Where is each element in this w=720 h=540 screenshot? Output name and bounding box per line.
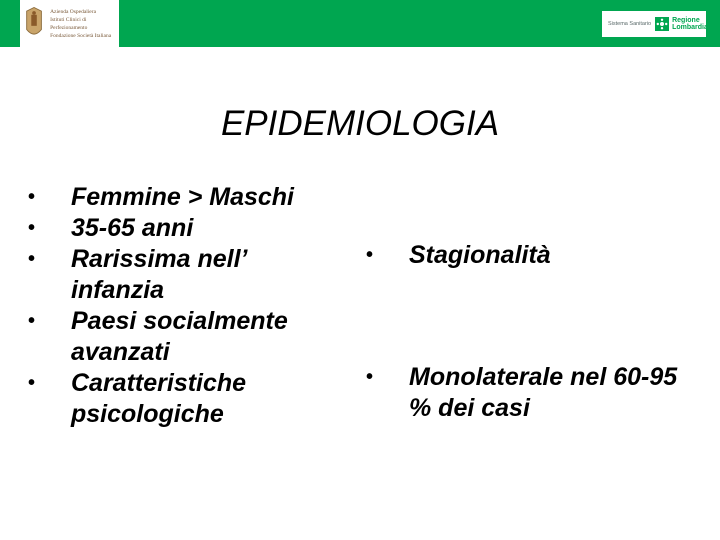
bullet-item: • Stagionalità [361, 240, 701, 271]
left-bullet-list [23, 182, 343, 430]
hospital-logo [20, 0, 119, 47]
hospital-logo-line: Fondazione Società Italiana [50, 32, 112, 39]
rosa-camuna-icon [655, 17, 669, 31]
hospital-logo-line: Azienda Ospedaliera [50, 8, 97, 15]
bullet-item: • Paesi socialmente avanzati [23, 306, 343, 368]
bullet-item: • 35-65 anni [23, 213, 343, 244]
bullet-item: • Caratteristiche psicologiche [23, 368, 343, 430]
header-bar [0, 0, 720, 47]
bullet-item: • Monolaterale nel 60-95 % dei casi [361, 362, 701, 424]
crest-icon [23, 4, 45, 44]
right-bullet-list-top [361, 240, 701, 271]
hospital-logo-line: Istituti Clinici di Perfezionamento [50, 16, 88, 31]
bullet-item: • Femmine > Maschi [23, 182, 343, 213]
right-bullet-list-bottom [361, 362, 701, 424]
bullet-item: • Rarissima nell’ infanzia [23, 244, 343, 306]
regione-lombardia-logo [602, 11, 706, 37]
regione-name-line: Regione [672, 17, 700, 24]
slide-title: EPIDEMIOLOGIA [220, 104, 500, 143]
regione-name-line: Lombardia [672, 24, 708, 31]
sistema-sanitario-caption: Sistema Sanitario [608, 21, 652, 27]
